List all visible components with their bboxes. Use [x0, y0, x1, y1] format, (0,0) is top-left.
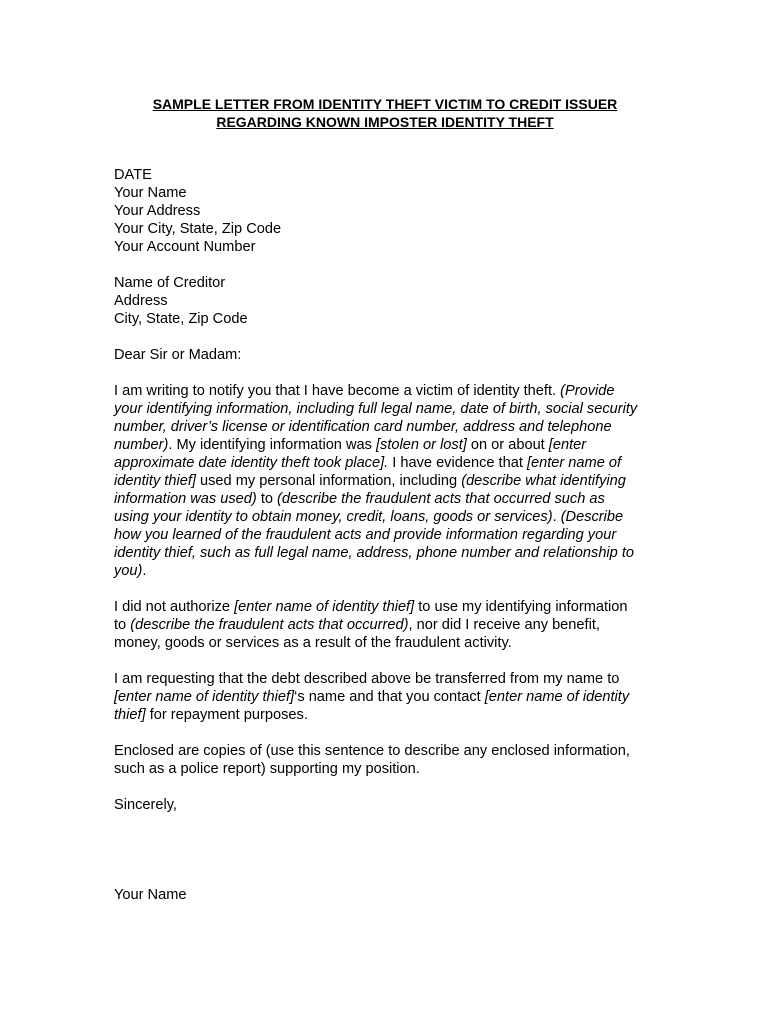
- closing: Sincerely,: [114, 797, 177, 813]
- italic-placeholder-text: identity thief]: [114, 473, 196, 489]
- recipient-city-state-zip: City, State, Zip Code: [114, 311, 248, 327]
- title-line-2: REGARDING KNOWN IMPOSTER IDENTITY THEFT: [216, 114, 554, 130]
- italic-placeholder-text: (Provide: [560, 383, 615, 399]
- body-text: such as a police report) supporting my position.: [114, 761, 420, 777]
- p1-line: [114, 454, 664, 472]
- p2-line: [114, 598, 664, 616]
- body-text: . My identifying information was: [168, 437, 376, 453]
- p1-line: [114, 400, 664, 418]
- body-text: , nor did I receive any benefit,: [408, 617, 600, 633]
- italic-placeholder-text: number, driver’s license or identification card number, address and telephone: [114, 419, 612, 435]
- recipient-name: Name of Creditor: [114, 275, 226, 291]
- sender-date: DATE: [114, 167, 152, 183]
- italic-placeholder-text: [enter name of: [526, 455, 622, 471]
- body-text: to use my identifying information: [414, 599, 628, 615]
- body-text: .: [142, 563, 147, 579]
- p2-line: [114, 616, 664, 634]
- p4-line: [114, 760, 664, 778]
- sender-address: Your Address: [114, 203, 201, 219]
- italic-placeholder-text: your identifying information, including full legal name, date of birth, social security: [114, 401, 638, 417]
- body-text: .: [552, 509, 561, 525]
- p1-line: [114, 382, 664, 400]
- italic-placeholder-text: number): [114, 437, 169, 453]
- italic-placeholder-text: you): [114, 563, 143, 579]
- body-text: to: [256, 491, 278, 507]
- italic-placeholder-text: identity thief, such as full legal name, address, phone number and relationship to: [114, 545, 635, 561]
- body-text: I did not authorize: [114, 599, 235, 615]
- body-text: money, goods or services as a result of the fraudulent activity.: [114, 635, 512, 651]
- body-text: on or about: [466, 437, 549, 453]
- p1-line: [114, 508, 664, 526]
- p3-line: [114, 688, 664, 706]
- paragraph-3: [114, 670, 664, 724]
- p3-line: [114, 670, 664, 688]
- italic-placeholder-text: using your identity to obtain money, credit, loans, goods or services): [114, 509, 553, 525]
- recipient-address: Address: [114, 293, 168, 309]
- italic-placeholder-text: [enter name of identity thief]: [234, 599, 415, 615]
- title-line-1: SAMPLE LETTER FROM IDENTITY THEFT VICTIM TO CREDIT ISSUER: [152, 96, 618, 112]
- p1-line: [114, 472, 664, 490]
- p2-line: [114, 634, 664, 652]
- italic-placeholder-text: [enter name of identity: [484, 689, 630, 705]
- body-text: used my personal information, including: [195, 473, 462, 489]
- italic-placeholder-text: (describe the fraudulent acts that occurred such as: [277, 491, 605, 507]
- sender-block: [114, 166, 664, 256]
- body-text: to: [114, 617, 131, 633]
- italic-placeholder-text: [enter name of identity thief]: [114, 689, 295, 705]
- body-text: Enclosed are copies of (use this sentence to describe any enclosed information,: [114, 743, 630, 759]
- body-text: I am writing to notify you that I have become a victim of identity theft.: [114, 383, 561, 399]
- italic-placeholder-text: approximate date identity theft took place].: [114, 455, 389, 471]
- italic-placeholder-text: information was used): [114, 491, 257, 507]
- p1-line: [114, 436, 664, 454]
- p3-line: [114, 706, 664, 724]
- body-text: I have evidence that: [388, 455, 527, 471]
- body-text: ‘s name and that you contact: [294, 689, 485, 705]
- italic-placeholder-text: [stolen or lost]: [375, 437, 467, 453]
- p1-line: [114, 418, 664, 436]
- p1-line: [114, 562, 664, 580]
- italic-placeholder-text: (describe the fraudulent acts that occurred): [130, 617, 409, 633]
- p1-line: [114, 490, 664, 508]
- body-text: I am requesting that the debt described above be transferred from my name to: [114, 671, 620, 687]
- sender-city-state-zip: Your City, State, Zip Code: [114, 221, 282, 237]
- p1-line: [114, 526, 664, 544]
- paragraph-2: [114, 598, 664, 652]
- italic-placeholder-text: how you learned of the fraudulent acts and provide information regarding your: [114, 527, 617, 543]
- italic-placeholder-text: (Describe: [560, 509, 624, 525]
- sender-name: Your Name: [114, 185, 187, 201]
- p4-line: [114, 742, 664, 760]
- recipient-block: [114, 274, 664, 328]
- italic-placeholder-text: thief]: [114, 707, 146, 723]
- sender-account-number: Your Account Number: [114, 239, 256, 255]
- document-title: [100, 95, 670, 131]
- signature-name: Your Name: [114, 887, 187, 903]
- p1-line: [114, 544, 664, 562]
- paragraph-4: [114, 742, 664, 778]
- body-text: for repayment purposes.: [145, 707, 308, 723]
- italic-placeholder-text: (describe what identifying: [461, 473, 626, 489]
- letter-body: [114, 166, 664, 904]
- salutation: Dear Sir or Madam:: [114, 347, 242, 363]
- paragraph-1: [114, 382, 664, 580]
- italic-placeholder-text: [enter: [548, 437, 587, 453]
